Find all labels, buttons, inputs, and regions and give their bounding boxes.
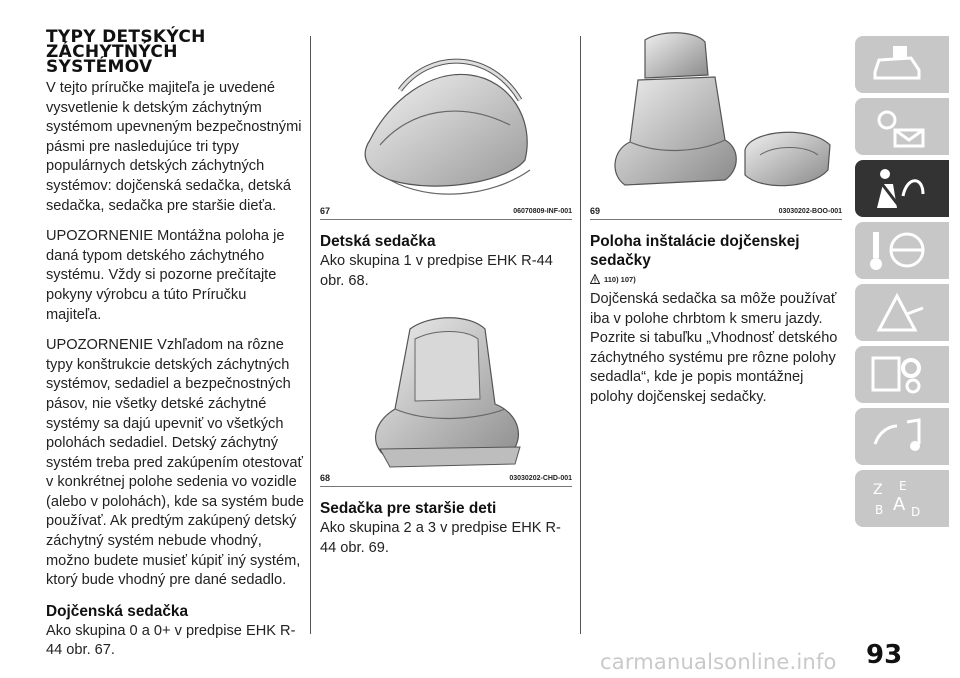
figure-code: 03030202-CHD-001 [509, 475, 572, 483]
column-3 [590, 30, 842, 419]
tab-starting-driving[interactable] [855, 222, 949, 279]
tab-emergency[interactable] [855, 284, 949, 341]
figure-code: 06070809-INF-001 [513, 208, 572, 215]
tab-maintenance[interactable] [855, 346, 949, 403]
key-steering-icon [867, 228, 927, 272]
warning-triangle-icon [590, 274, 600, 284]
index-letters-icon [867, 476, 927, 520]
infant-carrier-illustration [320, 30, 572, 206]
warning-paragraph-2: UPOZORNENIE Vzhľadom na rôzne typy konštrukcie detských záchytných systémov, sedadiel a bezpečnostných pásov, nie všetky detské záchytné systémy sa dajú upevniť vo všetkých polohách sedadiel. Detský záchytný systém treba pred zakúpením otestovať v konkrétnej polohe sedenia vo vozidle (alebo v polohách), kde sa systém bude používať. Ak predtým zakúpený detský záchytný systém nebude vhodný, možno budete musieť kúpiť iný systém, ktorý bude vhodný pre dané sedadlo. [46, 337, 304, 589]
maintenance-gears-icon [867, 352, 927, 396]
svg-text:B: B [875, 503, 884, 517]
figure-code: 03030202-BOO-001 [778, 208, 842, 215]
chapter-tabs [855, 36, 949, 532]
warning-paragraph-1: UPOZORNENIE Montážna poloha je daná typom detského záchytného systému. Vždy si pozorne prečítajte pokyny výrobcu a túto Príručku majiteľa. [46, 228, 285, 323]
column-divider [580, 36, 581, 634]
column-1 [46, 27, 304, 672]
heading-child-seat: Detská sedačka [320, 233, 436, 250]
heading-infant-installation: Poloha inštalácie dojčenskej sedačky [590, 233, 800, 269]
watermark: carmanualsonline.info [600, 650, 837, 674]
page-number: 93 [866, 640, 903, 670]
booster-seat-paragraph: Ako skupina 2 a 3 v predpise EHK R-44 obr. 69. [320, 520, 561, 556]
tab-index[interactable] [855, 470, 949, 527]
svg-text:A: A [893, 494, 906, 515]
title-line-2: ZÁCHYTNÝCH [46, 42, 178, 62]
warning-references [590, 274, 842, 284]
warning-triangle-icon [867, 290, 927, 334]
child-seat-illustration [320, 309, 572, 473]
figure-number: 69 [590, 206, 601, 216]
figure-number: 67 [320, 206, 331, 216]
figure-67 [320, 30, 572, 220]
figure-number: 68 [320, 473, 331, 484]
column-2 [320, 30, 572, 569]
heading-booster-seat: Sedačka pre staršie deti [320, 500, 497, 518]
svg-text:E: E [899, 479, 907, 493]
lights-message-icon [867, 104, 927, 148]
car-info-icon [867, 42, 927, 86]
intro-paragraph: V tejto príručke majiteľa je uvedené vysvetlenie k detským záchytným systémom upevneným bezpečnostnými pásmi pre nasledujúce tri typy populárnych detských záchytných systémov: dojčenská sedačka, detská sedačka, sedačka pre staršie dieťa. [46, 80, 302, 214]
infant-installation-paragraph: Dojčenská sedačka sa môže používať iba v polohe chrbtom k smeru jazdy. Pozrite si tabuľku „Vhodnosť detského záchytného systému pre rôzne polohy sedadla“, kde je popis montážnej polohy dojčenskej sedačky. [590, 291, 838, 405]
svg-text:Z: Z [873, 482, 883, 498]
tab-multimedia[interactable] [855, 408, 949, 465]
title-line-3: SYSTÉMOV [46, 57, 153, 77]
media-music-icon [867, 414, 927, 458]
child-seat-paragraph: Ako skupina 1 v predpise EHK R-44 obr. 68. [320, 253, 553, 289]
tab-car-info[interactable] [855, 36, 949, 93]
figure-69 [590, 30, 842, 220]
figure-68 [320, 309, 572, 487]
tab-lights-messages[interactable] [855, 98, 949, 155]
booster-seat-illustration [590, 30, 842, 206]
section-title [46, 27, 304, 77]
infant-seat-paragraph: Ako skupina 0 a 0+ v predpise EHK R-44 obr. 67. [46, 622, 296, 659]
svg-text:D: D [911, 505, 921, 519]
seatbelt-airbag-icon [867, 166, 927, 210]
tab-safety[interactable] [855, 160, 949, 217]
reference-numbers: 110) 107) [604, 274, 636, 284]
heading-infant-seat: Dojčenská sedačka [46, 602, 189, 620]
title-line-1: TYPY DETSKÝCH [46, 27, 206, 47]
column-divider [310, 36, 311, 634]
